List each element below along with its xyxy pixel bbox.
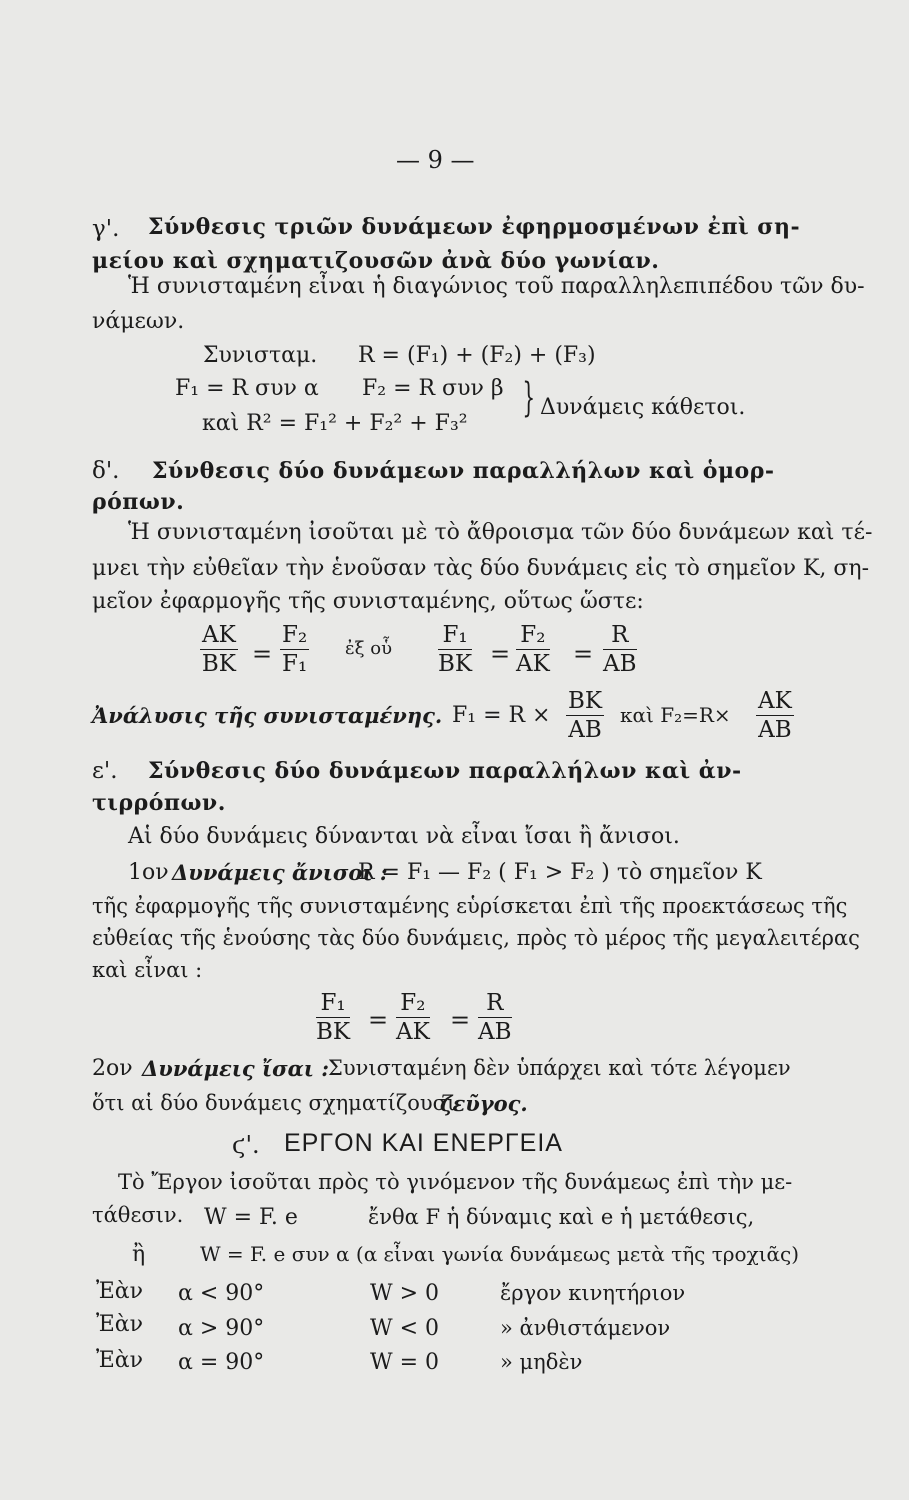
section-d-label: δ'.	[92, 458, 120, 484]
fraction-f2-ak: $\frac{\text{F₂}}{AK}$	[396, 990, 430, 1045]
section-g-text-1: Ἡ συνισταμένη εἶναι ἡ διαγώνιος τοῦ παραλληλεπιπέδου τῶν δυ-	[128, 274, 865, 299]
case-2-text-1: Συνισταμένη δὲν ὑπάρχει καὶ τότε λέγομεν	[328, 1056, 791, 1080]
section-d-text-2: μνει τὴν εὐθεῖαν τὴν ἑνοῦσαν τὰς δύο δυνάμεις εἰς τὸ σημεῖον Κ, ση-	[92, 556, 870, 581]
magnitude-equation: καὶ R² = F₁² + F₂² + F₃²	[202, 411, 468, 436]
section-g-text-2: νάμεων.	[92, 309, 185, 334]
component-f2-equation: F₂ = R συν β	[362, 376, 504, 401]
work-equation-1-desc: ἔνθα F ἡ δύναμις καὶ e ἡ μετάθεσις,	[368, 1205, 755, 1229]
equals-sign: =	[490, 640, 511, 668]
section-e-text-1: Αἱ δύο δυνάμεις δύνανται νὰ εἶναι ἴσαι ἢ ἄνισοι.	[128, 824, 680, 849]
condition-work: W < 0	[370, 1316, 440, 1341]
case-1-text-2: εὐθείας τῆς ἑνούσης τὰς δύο δυνάμεις, πρὸς τὸ μέρος τῆς μεγαλειτέρας	[92, 926, 860, 950]
fraction-ak-bk: $\frac{AK}{BK}$	[201, 622, 236, 677]
equals-sign: =	[368, 1006, 389, 1034]
section-g-title-2: μείου καὶ σχηματιζουσῶν ἀνὰ δύο γωνίαν.	[92, 248, 660, 274]
case-2-label: Δυνάμεις ἴσαι :	[142, 1056, 330, 1081]
fraction-f2-ak: $\frac{\text{F₂}}{AK}$	[516, 622, 550, 677]
equals-sign: =	[573, 640, 594, 668]
brace-symbol: }	[522, 375, 536, 421]
fraction-r-ab: $\frac{R}{AB}$	[603, 622, 637, 677]
section-g-title-1: Σύνθεσις τριῶν δυνάμεων ἐφηρμοσμένων ἐπὶ ση-	[148, 214, 801, 240]
section-d-title-2: ρόπων.	[92, 489, 185, 515]
section-e-label: ε'.	[92, 758, 118, 784]
couple-term: ζεῦγος.	[440, 1091, 528, 1116]
from-which-label: ἐξ οὗ	[345, 638, 393, 659]
resultant-label: Συνισταμ.	[203, 343, 318, 368]
case-1-equation: R = F₁ — F₂ ( F₁ > F₂ ) τὸ σημεῖον Κ	[358, 860, 762, 885]
analysis-label: Ἀνάλυσις τῆς συνισταμένης.	[92, 703, 443, 728]
section-st-heading: ΕΡΓΟΝ ΚΑΙ ΕΝΕΡΓΕΙΑ	[284, 1129, 563, 1157]
case-1-text-1: τῆς ἐφαρμογῆς τῆς συνισταμένης εὑρίσκεται ἐπὶ τῆς προεκτάσεως τῆς	[92, 894, 848, 918]
case-1-number: 1ον	[128, 860, 169, 885]
fraction-ak-ab: $\frac{AK}{AB}$	[758, 688, 792, 743]
condition-desc: ἔργον κινητήριον	[500, 1281, 686, 1305]
work-text-1: Τὸ Ἔργον ἰσοῦται πρὸς τὸ γινόμενον τῆς δυνάμεως ἐπὶ τὴν με-	[118, 1170, 793, 1194]
fraction-r-ab: $\frac{R}{AB}$	[478, 990, 512, 1045]
analysis-f2: καὶ F₂=R×	[620, 703, 731, 727]
condition-angle: α < 90°	[178, 1281, 265, 1306]
section-d-text-1: Ἡ συνισταμένη ἰσοῦται μὲ τὸ ἄθροισμα τῶν δύο δυνάμεων καὶ τέ-	[128, 520, 873, 545]
work-equation-1: W = F. e	[204, 1205, 298, 1230]
or-label: ἢ	[132, 1242, 146, 1267]
section-e-title-1: Σύνθεσις δύο δυνάμεων παραλλήλων καὶ ἀν-	[148, 758, 742, 784]
perpendicular-note: Δυνάμεις κάθετοι.	[540, 395, 746, 420]
condition-angle: α = 90°	[178, 1350, 265, 1375]
condition-if: Ἐὰν	[96, 1348, 143, 1373]
fraction-bk-ab: $\frac{BK}{AB}$	[568, 688, 603, 743]
case-1-label: Δυνάμεις ἄνισοι :	[172, 860, 388, 885]
section-d-title-1: Σύνθεσις δύο δυνάμεων παραλλήλων καὶ ὁμορ-	[152, 458, 775, 484]
section-g-label: γ'.	[92, 216, 120, 242]
condition-if: Ἐὰν	[96, 1312, 143, 1337]
condition-if: Ἐὰν	[96, 1279, 143, 1304]
fraction-f2-f1: $\frac{\text{F₂}}{\text{F₁}}$	[282, 622, 308, 677]
condition-work: W > 0	[370, 1281, 440, 1306]
condition-angle: α > 90°	[178, 1316, 265, 1341]
fraction-f1-bk: $\frac{\text{F₁}}{BK}$	[316, 990, 351, 1045]
analysis-f1: F₁ = R ×	[452, 703, 551, 728]
resultant-equation: R = (F₁) + (F₂) + (F₃)	[358, 343, 596, 368]
case-2-number: 2ον	[92, 1056, 133, 1081]
component-f1-equation: F₁ = R συν α	[175, 376, 319, 401]
case-2-text-2: ὅτι αἱ δύο δυνάμεις σχηματίζουσι	[92, 1091, 456, 1115]
condition-desc: » μηδὲν	[500, 1350, 583, 1374]
equals-sign: =	[252, 640, 273, 668]
work-equation-2: W = F. e συν α (α εἶναι γωνία δυνάμεως μετὰ τῆς τροχιᾶς)	[200, 1242, 800, 1266]
condition-desc: » ἀνθιστάμενον	[500, 1316, 671, 1340]
fraction-f1-bk: $\frac{\text{F₁}}{BK}$	[438, 622, 473, 677]
equals-sign: =	[450, 1006, 471, 1034]
case-1-text-3: καὶ εἶναι :	[92, 958, 203, 982]
condition-work: W = 0	[370, 1350, 440, 1375]
page-number: — 9 —	[396, 146, 475, 174]
section-st-label: ϛ'.	[232, 1131, 260, 1159]
section-e-title-2: τιρρόπων.	[92, 790, 226, 816]
section-d-text-3: μεῖον ἐφαρμογῆς τῆς συνισταμένης, οὕτως ὥστε:	[92, 589, 644, 614]
work-text-2: τάθεσιν.	[92, 1203, 184, 1227]
